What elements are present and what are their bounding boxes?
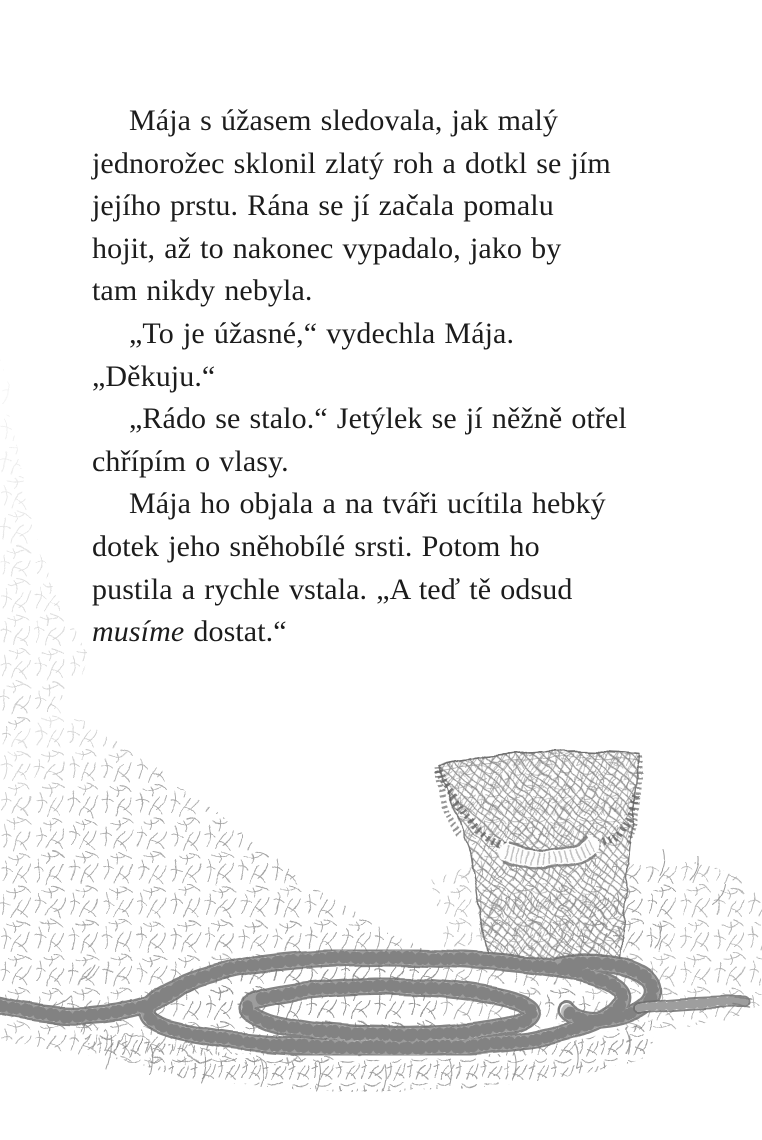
text-line: dotek jeho sněhobílé srsti. Potom ho [92,529,540,563]
text-line: jednorožec sklonil zlatý roh a dotkl se jím [92,146,611,180]
text-line [92,611,692,654]
story-text [92,100,692,654]
text-line: pustila a rychle vstala. „A teď tě odsud [92,572,573,606]
text-line: chřípím o vlasy. [92,444,289,478]
text-line: „Rádo se stalo.“ Jetýlek se jí něžně otřel [129,402,627,436]
text-line: jejího prstu. Rána se jí začala pomalu [92,189,554,223]
text-line: Mája s úžasem sledovala, jak malý [129,104,558,137]
emphasized-word: musíme [92,615,185,649]
text-line: hojit, až to nakonec vypadalo, jako by [92,231,562,265]
text-line: tam nikdy nebyla. [92,274,313,308]
text-line: „To je úžasné,“ vydechla Mája. [129,316,515,350]
text-line: „Děkuju.“ [92,359,216,393]
text-line: Mája ho objala a na tváři ucítila hebký [129,487,606,521]
left-margin-straw-texture [0,345,90,742]
text-line-rest: dostat.“ [184,615,287,649]
